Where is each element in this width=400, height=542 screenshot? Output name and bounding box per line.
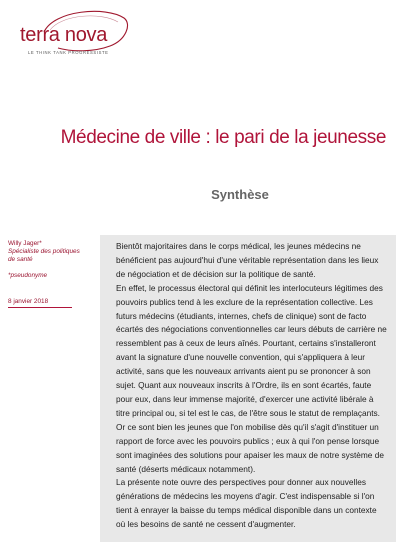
logo-tagline: LE THINK TANK PROGRESSISTE: [28, 50, 109, 55]
publication-date: 8 janvier 2018: [8, 298, 49, 305]
summary-box: [100, 235, 396, 542]
document-subtitle: Synthèse: [211, 187, 269, 202]
pseudonym-note: *pseudonyme: [8, 272, 48, 279]
summary-paragraph: Bientôt majoritaires dans le corps médical, les jeunes médecins ne bénéficient pas aujourd'hui d'une véritable représentation dans les lieux de négociation et de décision sur la politique de santé.: [116, 241, 379, 279]
sidebar-divider: [8, 307, 72, 308]
summary-paragraph: En effet, le processus électoral qui définit les interlocuteurs légitimes des pouvoirs publics tend à les exclure de la représentation collective. Les futurs médecins (étudiants, internes, chefs de clinique) sont de facto écartés des négociations conventionnelles car leurs débuts de carrière ne ressemblent pas à ceux de leurs aînés. Pourtant, certains s'installeront avant la signature d'une nouvelle convention, qui s'appliquera à leur activité, sans que les nouveaux arrivants aient pu se prononcer à son sujet. Quant aux nouveaux inscrits à l'Ordre, ils en sont écartés, faute pour eux, dans leur immense majorité, d'exercer une activité libérale à titre principal ou, si tel est le cas, de l'être sous le statut de remplaçants.: [116, 282, 387, 418]
author-name: Willy Jager*: [8, 240, 42, 247]
summary-paragraph: Or ce sont bien les jeunes que l'on mobilise dès qu'il s'agit d'instituer un rapport de force avec les pouvoirs publics ; eux à qui l'on pense lorsque sont imaginées des solutions pour apaiser les maux de notre système de santé (déserts médicaux notamment).: [116, 421, 384, 474]
terra-nova-logo: [14, 8, 134, 58]
summary-paragraph: La présente note ouvre des perspectives pour donner aux nouvelles générations de médecins les moyens d'agir. C'est indispensable si l'on tient à enrayer la baisse du temps médical disponible dans un contexte où les besoins de santé ne cessent d'augmenter.: [116, 477, 377, 530]
author-role: Spécialiste des politiques de santé: [8, 248, 80, 263]
document-title: Médecine de ville : le pari de la jeunesse: [60, 127, 386, 148]
logo-wordmark: terra nova: [20, 24, 108, 46]
author-sidebar: [8, 240, 80, 305]
